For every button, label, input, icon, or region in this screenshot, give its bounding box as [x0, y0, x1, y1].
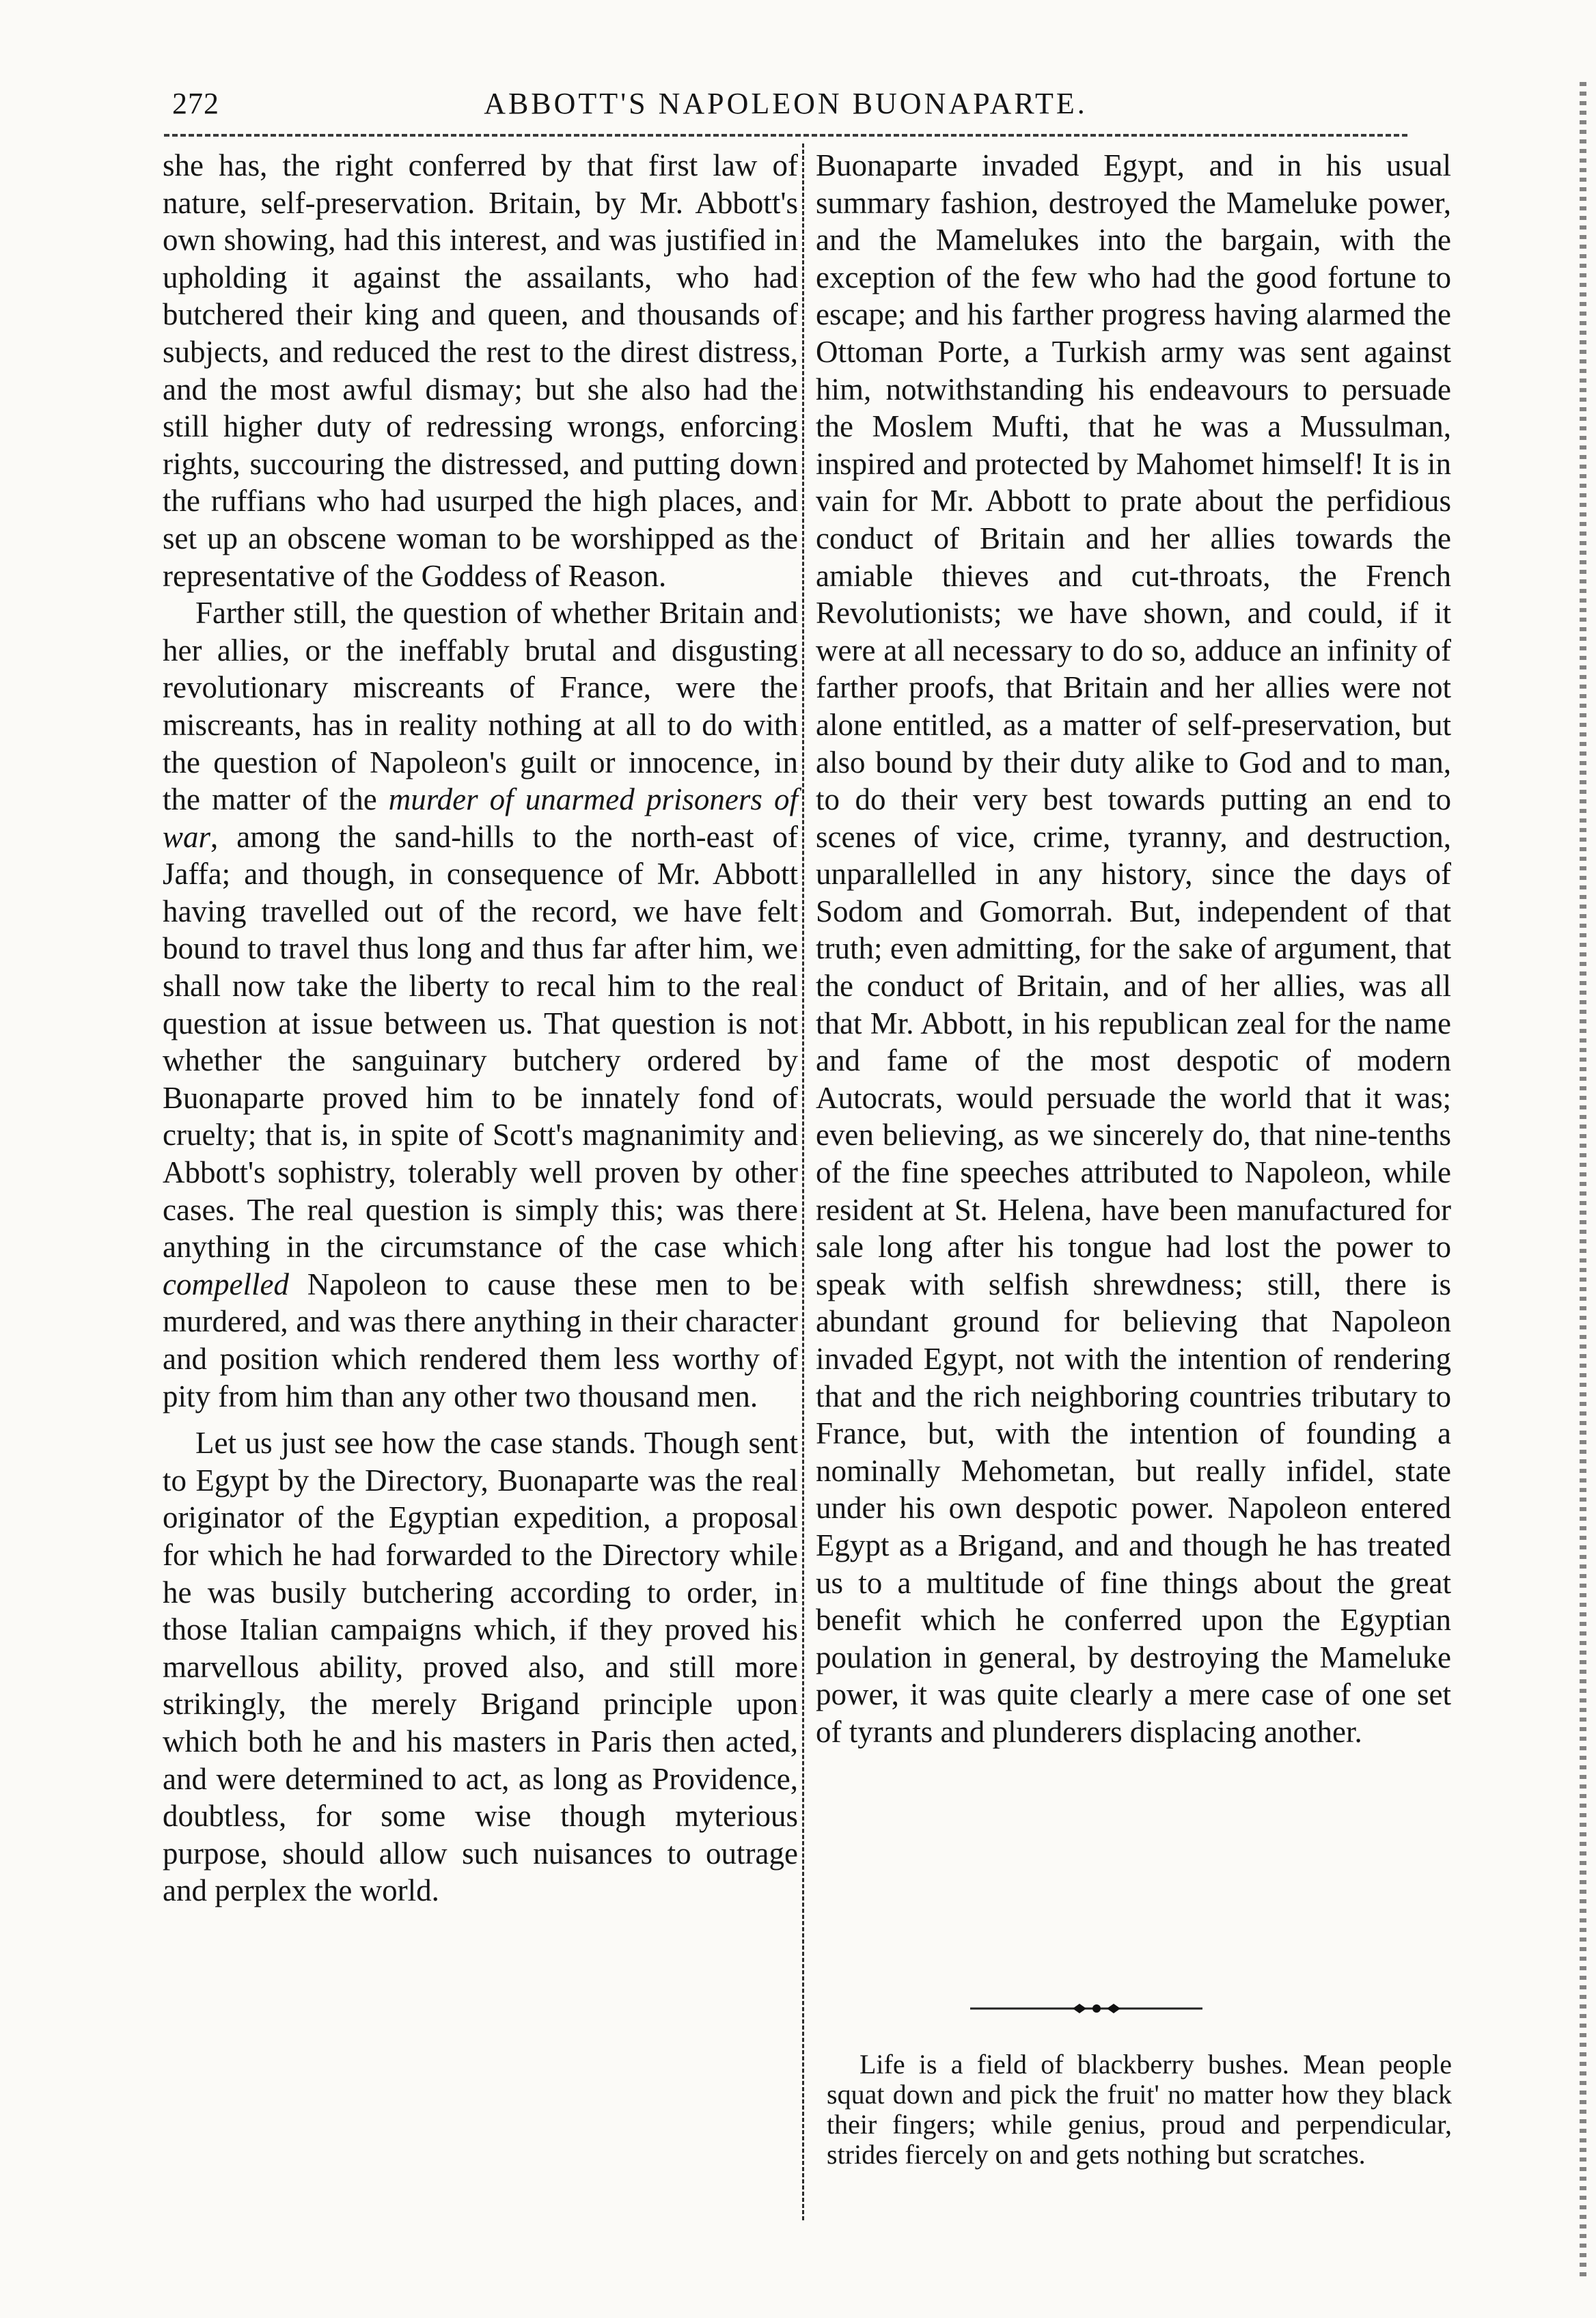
page-header	[164, 81, 1407, 128]
left-column	[163, 147, 798, 1909]
left-paragraph-3: Let us just see how the case stands. Though sent to Egypt by the Directory, Buonaparte was the real originator of the Egyptian expedition, a proposal for which he had forwarded to the Directory while he was busily butchering according to order, in those Italian campaigns which, if they proved his marvellous ability, proved also, and still more strikingly, the merely Brigand principle upon which both he and his masters in Paris then acted, and were determined to act, as long as Providence, doubtless, for some wise though myterious purpose, should allow such nuisances to outrage and perplex the world.	[163, 1426, 798, 1908]
left-paragraph-2-text-c: Napoleon to cause these men to be murdered, and was there anything in their character and position which rendered them less worthy of pity from him than any other two thousand men.	[163, 1267, 798, 1413]
right-column	[816, 147, 1451, 1751]
left-paragraph-2-text-a: Farther still, the question of whether Britain and her allies, or the ineffably brutal and disgusting revolutionary miscreants of France, were the miscreants, has in reality nothing at all to do with the question of Napoleon's guilt or innocence, in the matter of the	[163, 596, 798, 817]
page-number: 272	[172, 87, 219, 120]
running-head: ABBOTT'S NAPOLEON BUONAPARTE.	[484, 87, 1088, 120]
left-paragraph-2	[163, 594, 798, 1415]
left-paragraph-2-text-b: , among the sand-hills to the north-east of Jaffa; and though, in consequence of Mr. Abbott having travelled out of the record, we have felt bound to travel thus long and thus far after him, we shall now take the liberty to recal him to the real question at issue between us. That question is not whether the sanguinary butchery ordered by Buonaparte proved him to be innately fond of cruelty; that is, in spite of Scott's magnanimity and Abbott's sophistry, tolerably well proven by other cases. The real question is simply this; was there anything in the circumstance of the case which	[163, 819, 798, 1265]
filler-quip	[827, 2050, 1452, 2170]
left-paragraph-2-italic-a: murder of unarmed prisoners of war	[163, 782, 798, 854]
column-divider	[802, 143, 804, 2220]
right-paragraph-1: Buonaparte invaded Egypt, and in his usual summary fashion, destroyed the Mameluke power, and the Mamelukes into the bargain, with the exception of the few who had the good fortune to escape; and his farther progress having alarmed the Ottoman Porte, a Turkish army was sent against him, notwithstanding his endeavours to persuade the Moslem Mufti, that he was a Mussulman, inspired and protected by Mahomet himself! It is in vain for Mr. Abbott to prate about the perfidious conduct of Britain and her allies towards the amiable thieves and cut-throats, the French Revolutionists; we have shown, and could, if it were at all necessary to do so, adduce an infinity of farther proofs, that Britain and her allies were not alone entitled, as a matter of self-preservation, but also bound by their duty alike to God and to man, to do their very best towards putting an end to scenes of vice, crime, tyranny, and destruction, unparallelled in any history, since the days of Sodom and Gomorrah. But, independent of that truth; even admitting, for the sake of argument, that the conduct of Britain, and of her allies, was all that Mr. Abbott, in his republican zeal for the name and fame of the most despotic of modern Autocrats, would persuade the world that it was; even believing, as we sincerely do, that nine-tenths of the fine speeches attributed to Napoleon, while resident at St. Helena, have been manufactured for sale long after his tongue had lost the power to speak with selfish shrewdness; still, there is abundant ground for believing that Napoleon invaded Egypt, not with the intention of rendering that and the rich neighboring countries tributary to France, but, with the intention of founding a nominally Mehometan, but really infidel, state under his own despotic power. Napoleon entered Egypt as a Brigand, and and though he has treated us to a multitude of fine things about the great benefit which he conferred upon the Egyptian poulation in general, by destroying the Mameluke power, it was quite clearly a mere case of one set of tyrants and plunderers displacing another.	[816, 148, 1451, 1749]
ornament-divider	[970, 1998, 1202, 2019]
left-paragraph-2-italic-b: compelled	[163, 1267, 289, 1301]
quip-text: Life is a field of blackberry bushes. Mean people squat down and pick the fruit' no matter how they black their fingers; while genius, proud and perpendicular, strides fiercely on and gets nothing but scratches.	[827, 2049, 1452, 2170]
left-paragraph-1: she has, the right conferred by that first law of nature, self-preservation. Britain, by Mr. Abbott's own showing, had this interest, and was justified in upholding it against the assailants, who had butchered their king and queen, and thousands of subjects, and reduced the rest to the direst distress, and the most awful dismay; but she also had the still higher duty of redressing wrongs, enforcing rights, succouring the distressed, and putting down the ruffians who had usurped the high places, and set up an obscene woman to be worshipped as the representative of the Goddess of Reason.	[163, 148, 798, 593]
header-rule	[164, 134, 1407, 137]
page-edge-shadow	[1580, 82, 1586, 2282]
